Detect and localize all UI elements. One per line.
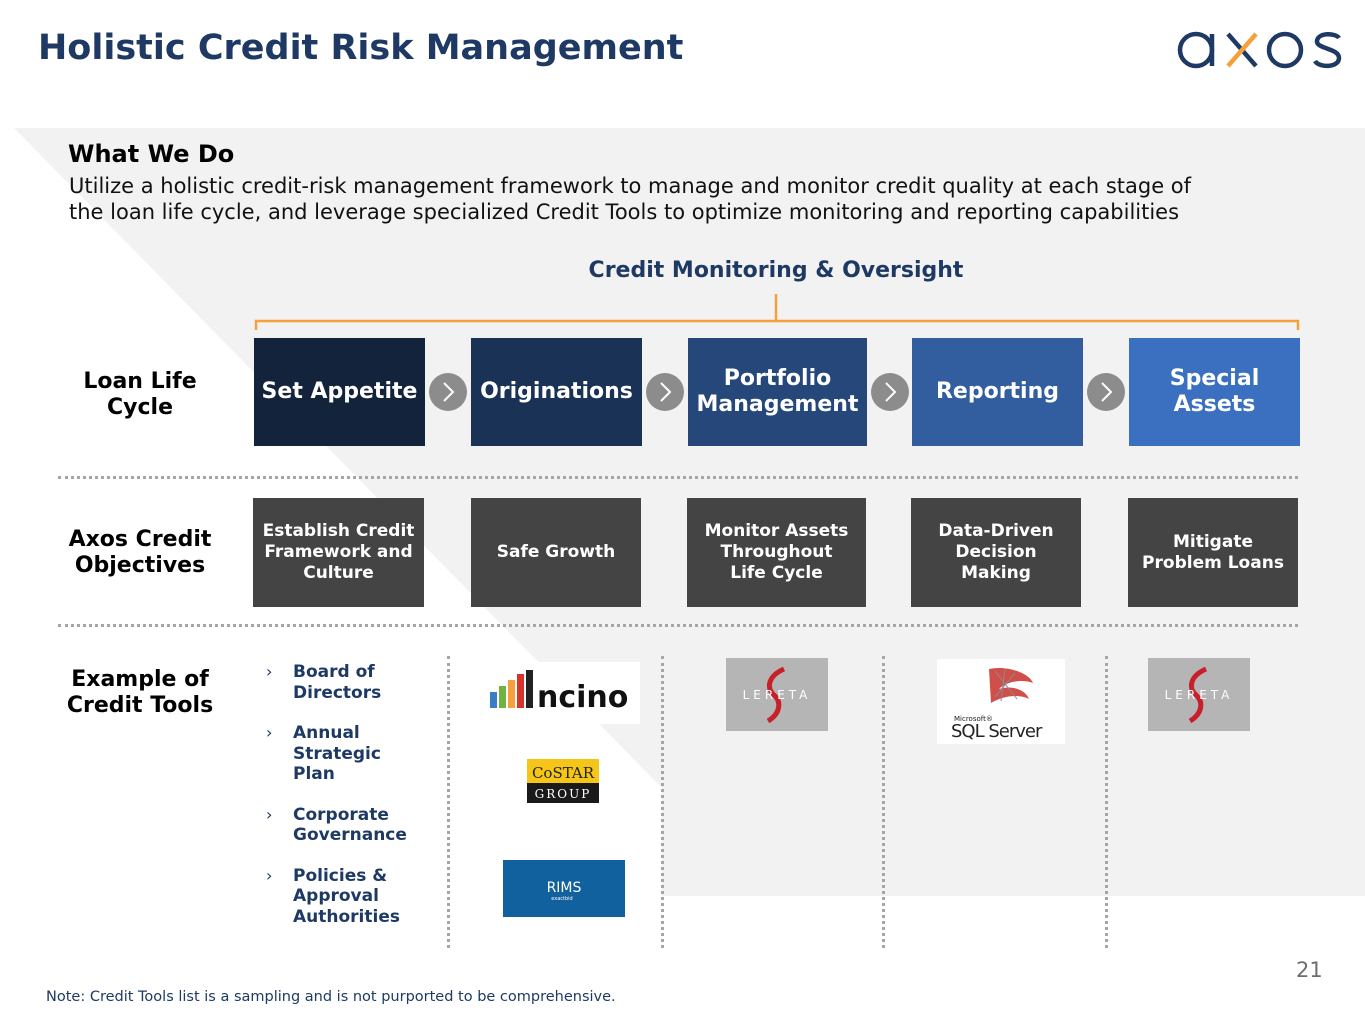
list-item-line: Policies & [293, 865, 388, 886]
column-divider [661, 656, 664, 948]
objective-label: Monitor Assets [704, 521, 849, 541]
page-title: Holistic Credit Risk Management [38, 28, 684, 68]
chevron-right-icon: › [266, 662, 273, 681]
objective-establish-credit-framework [253, 498, 424, 607]
axos-logo [1176, 22, 1346, 78]
stage-label: Management [696, 392, 859, 417]
objective-label: Safe Growth [496, 542, 616, 562]
objective-label: Making [961, 563, 1031, 583]
objective-label: Culture [303, 563, 374, 583]
stage-label: Reporting [935, 379, 1060, 404]
list-item-line: Annual [293, 723, 360, 743]
row-label-loan-life-cycle [40, 369, 240, 421]
objective-label: Framework and [264, 542, 413, 562]
stage-label: Assets [1173, 392, 1256, 417]
description-line: Utilize a holistic credit-risk management framework to manage and monitor credit quality at each stage of [69, 174, 1192, 198]
list-item-line: Governance [293, 825, 407, 845]
stage-reporting [912, 338, 1083, 446]
list-item [266, 662, 436, 703]
costar-wordmark: CoSTAR [531, 764, 595, 782]
list-item-line: Directors [293, 682, 382, 703]
row-label-line: Axos Credit [68, 527, 212, 552]
list-item [266, 866, 436, 928]
oversight-bracket [250, 290, 1306, 334]
row-label-line: Cycle [107, 395, 173, 420]
rims-wordmark: RIMS [546, 880, 582, 896]
column-divider [447, 656, 450, 948]
what-we-do-heading: What We Do [68, 140, 235, 168]
sql-server-microsoft: Microsoft® [954, 715, 993, 723]
oversight-label: Credit Monitoring & Oversight [588, 258, 964, 283]
costar-subtext: GROUP [534, 787, 592, 801]
list-item-line: Board of [293, 662, 375, 682]
lereta-logo [1148, 658, 1250, 731]
row-divider [58, 476, 1298, 479]
lereta-wordmark: LERETA [742, 688, 812, 702]
objective-label: Mitigate [1172, 531, 1253, 552]
objective-label: Life Cycle [730, 563, 823, 583]
row-label-line: Credit Tools [66, 693, 214, 718]
stage-originations [471, 338, 642, 446]
objective-label: Throughout [720, 542, 833, 562]
list-item-line: Approval [293, 886, 379, 906]
row-label-line: Example of [71, 667, 209, 692]
row-label-tools [40, 667, 240, 719]
row-label-line: Loan Life [83, 369, 197, 394]
what-we-do-description [69, 173, 1319, 225]
list-item-line: Plan [293, 764, 335, 784]
chevron-right-icon [871, 373, 909, 411]
objective-safe-growth [471, 498, 641, 607]
sql-server-logo [937, 659, 1065, 744]
ncino-wordmark: ncino [537, 680, 629, 715]
rims-logo [503, 860, 625, 917]
chevron-right-icon [1087, 373, 1125, 411]
objective-monitor-assets [687, 498, 866, 607]
row-divider [58, 624, 1298, 627]
objective-data-driven [911, 498, 1081, 607]
objective-label: Decision [955, 542, 1037, 562]
footnote: Note: Credit Tools list is a sampling and is not purported to be comprehensive. [46, 989, 616, 1005]
list-item-line: Corporate [293, 804, 389, 825]
column-divider [882, 656, 885, 948]
chevron-right-icon: › [266, 804, 273, 824]
stage-special-assets [1129, 338, 1300, 446]
stage-label: Originations [480, 379, 633, 404]
objective-label: Problem Loans [1142, 552, 1284, 573]
objective-mitigate-problem-loans [1128, 498, 1298, 607]
rims-subtext: exactbid [551, 896, 573, 902]
chevron-right-icon [429, 373, 467, 411]
list-item [266, 805, 436, 846]
stage-label: Portfolio [723, 366, 832, 391]
chevron-right-icon: › [266, 865, 273, 885]
row-label-line: Objectives [74, 553, 206, 578]
sql-server-wordmark: SQL Server [951, 721, 1042, 742]
lereta-logo [726, 658, 828, 731]
ncino-logo [484, 662, 640, 724]
stage-set-appetite [254, 338, 425, 446]
stage-label: Special [1169, 366, 1260, 391]
objective-label: Data-Driven [938, 521, 1054, 541]
row-label-objectives [40, 527, 240, 579]
governance-list [266, 662, 436, 947]
column-divider [1105, 656, 1108, 948]
chevron-right-icon: › [266, 723, 273, 742]
list-item-line: Strategic [293, 743, 381, 764]
chevron-right-icon [646, 373, 684, 411]
list-item [266, 723, 436, 785]
stage-portfolio-management [688, 338, 867, 446]
stage-label: Set Appetite [261, 379, 418, 404]
lereta-wordmark: LERETA [1164, 688, 1234, 702]
page-number: 21 [1296, 958, 1323, 982]
objective-label: Establish Credit [262, 521, 415, 541]
list-item-line: Authorities [293, 906, 400, 927]
description-line: the loan life cycle, and leverage specialized Credit Tools to optimize monitoring and reporting capabilities [69, 200, 1180, 224]
costar-logo [527, 759, 599, 803]
